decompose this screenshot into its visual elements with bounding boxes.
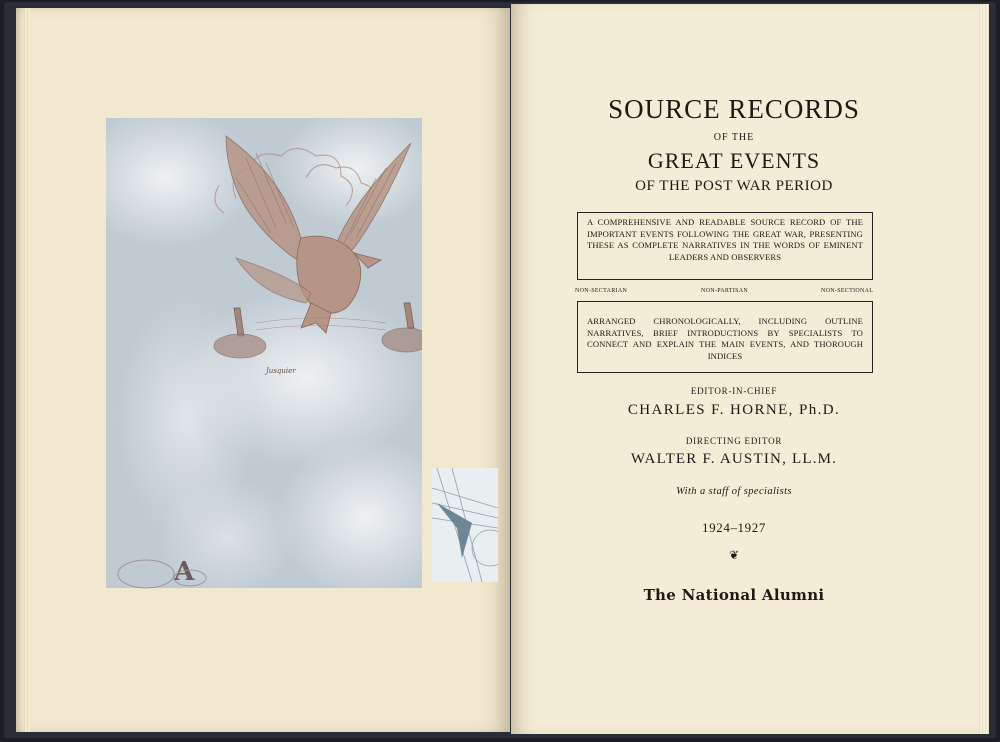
editor-name: CHARLES F. HORNE, Ph.D.	[627, 402, 841, 418]
staff-line: With a staff of specialists	[676, 486, 792, 497]
publisher-name: The National Alumni	[643, 586, 825, 604]
tagline-non-sectional: NON-SECTIONAL	[821, 288, 874, 294]
title-page	[511, 4, 989, 734]
ornament-icon: ❦	[728, 548, 740, 562]
description-box: A COMPREHENSIVE AND READABLE SOURCE RECORD OF THE IMPORTANT EVENTS FOLLOWING THE GREAT WAR, PRESENTING THESE AS COMPLETE NARRATIVES IN THE WORDS OF EMINENT LEADERS AND OBSERVERS	[577, 212, 873, 280]
directing-editor-name: WALTER F. AUSTIN, LL.M.	[630, 451, 838, 467]
editor-label: EDITOR-IN-CHIEF	[690, 386, 778, 396]
title-line-4: OF THE POST WAR PERIOD	[635, 178, 833, 194]
arrangement-box: ARRANGED CHRONOLOGICALLY, INCLUDING OUTLINE NARRATIVES, BRIEF INTRODUCTIONS BY SPECIALISTS TO CONNECT AND EXPLAIN THE MAIN EVENTS, AND THOROUGH INDICES	[577, 301, 873, 373]
tagline-non-partisan: NON-PARTISAN	[701, 288, 749, 294]
left-page	[16, 8, 510, 732]
title-line-2: OF THE	[713, 132, 755, 143]
tagline-non-sectarian: NON-SECTARIAN	[575, 288, 628, 294]
frontispiece-illustration	[106, 118, 422, 588]
monogram-letter: A	[174, 557, 195, 587]
artist-signature: Jusquier	[266, 367, 296, 375]
overlay-corner-illustration	[432, 468, 498, 582]
title-line-3: GREAT EVENTS	[647, 148, 821, 173]
monogram-stamp	[116, 548, 208, 592]
title-line-1: SOURCE RECORDS	[608, 94, 860, 124]
taglines	[575, 288, 875, 298]
publication-years: 1924–1927	[702, 520, 766, 535]
directing-editor-label: DIRECTING EDITOR	[685, 436, 783, 446]
